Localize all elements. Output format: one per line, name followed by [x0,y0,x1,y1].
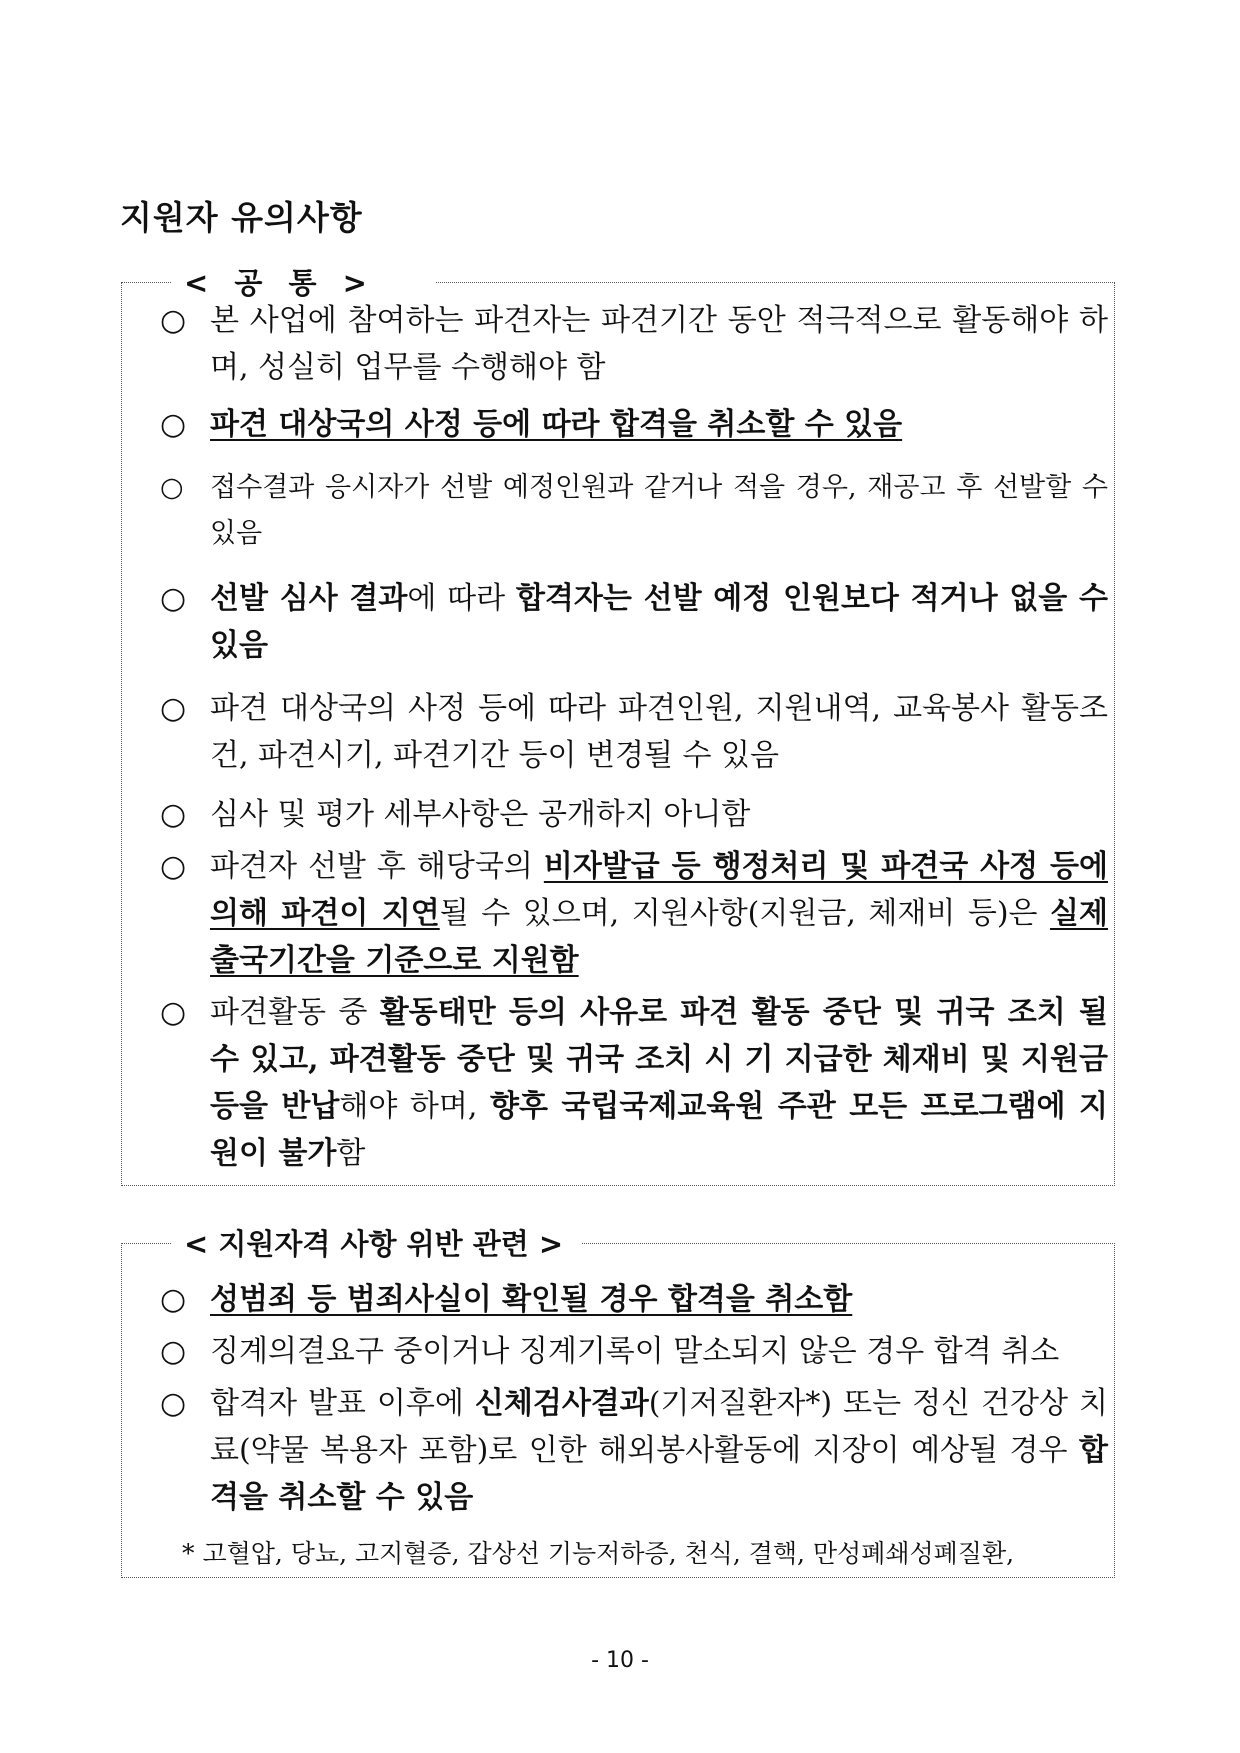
bullet-icon: ○ [160,303,187,338]
footnote: * 고혈압, 당뇨, 고지혈증, 갑상선 기능저하증, 천식, 결핵, 만성폐쇄성폐질환, [182,1539,1015,1568]
list-item: ○ 성범죄 등 범죄사실이 확인될 경우 합격을 취소함 [160,1276,1108,1323]
bullet-icon: ○ [160,691,187,726]
list-item: ○ 파견 대상국의 사정 등에 따라 합격을 취소할 수 있음 [160,401,1108,448]
bullet-icon: ○ [160,995,187,1030]
bullet-icon: ○ [160,407,187,442]
page-number: - 10 - [591,1648,649,1673]
list-item: ○ 파견자 선발 후 해당국의 비자발급 등 행정처리 및 파견국 사정 등에 의해 파견이 지연될 수 있으며, 지원사항(지원금, 체재비 등)은 실제 출국기간을 기준으로 지원함 [160,843,1108,984]
list-item: ○ 징계의결요구 중이거나 징계기록이 말소되지 않은 경우 합격 취소 [160,1328,1108,1375]
bullet-icon: ○ [160,849,187,884]
bullet-icon: ○ [160,797,187,832]
list-item: ○ 합격자 발표 이후에 신체검사결과(기저질환자*) 또는 정신 건강상 치료(약물 복용자 포함)로 인한 해외봉사활동에 지장이 예상될 경우 합격을 취소할 수 있음 [160,1380,1108,1521]
eligibility-violation-box [121,1227,1115,1578]
bullet-icon: ○ [160,1334,187,1369]
section-label-eligibility: < 지원자격 사항 위반 관련 > [172,1224,581,1264]
list-item: ○ 파견활동 중 활동태만 등의 사유로 파견 활동 중단 및 귀국 조치 될 수 있고, 파견활동 중단 및 귀국 조치 시 기 지급한 체재비 및 지원금 등을 반납해야 하며, 향후 국립국제교육원 주관 모든 프로그램에 지원이 불가함 [160,989,1108,1177]
bullet-icon: ○ [160,472,184,503]
page-title: 지원자 유의사항 [120,198,363,237]
bullet-icon: ○ [160,1386,187,1421]
list-item: ○ 파견 대상국의 사정 등에 따라 파견인원, 지원내역, 교육봉사 활동조건, 파견시기, 파견기간 등이 변경될 수 있음 [160,685,1108,779]
list-item: ○ 심사 및 평가 세부사항은 공개하지 아니함 [160,791,1108,838]
bullet-icon: ○ [160,1282,187,1317]
section-label-common: < 공 통 > [172,263,435,303]
list-item: ○ 접수결과 응시자가 선발 예정인원과 같거나 적을 경우, 재공고 후 선발할 수 있음 [160,465,1108,557]
list-item: ○ 선발 심사 결과에 따라 합격자는 선발 예정 인원보다 적거나 없을 수 있음 [160,575,1108,669]
common-notes-box [121,266,1115,1186]
list-item: ○ 본 사업에 참여하는 파견자는 파견기간 동안 적극적으로 활동해야 하며, 성실히 업무를 수행해야 함 [160,297,1108,391]
bullet-icon: ○ [160,581,187,616]
